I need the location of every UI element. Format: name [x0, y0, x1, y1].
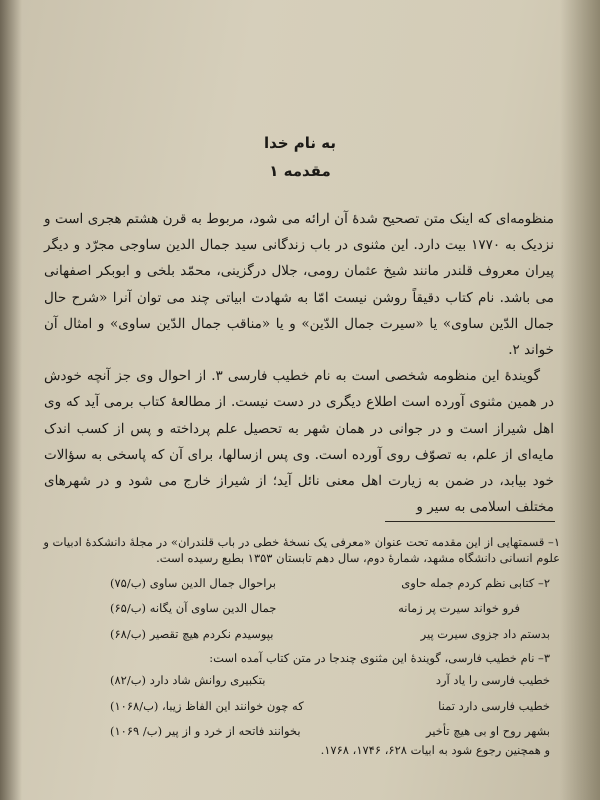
verse-left-hemistich: بخوانند فاتحه از خرد و از پیر (ب/ ۱۰۶۹) — [110, 724, 301, 738]
footnote-1: ۱– قسمتهایی از این مقدمه تحت عنوان «معرفی یک نسخهٔ خطی در باب قلندران» در مجلهٔ دانشکدهٔ ادبیات و علوم انسانی دانشگاه مشهد، شمارهٔ دوم، سال دهم تابستان ۱۳۵۳ بطبع رسیده است. — [43, 535, 560, 565]
page-title: مقدمه ۱ — [269, 162, 331, 180]
verse-right-hemistich: خطیب فارسی دارد تمنا — [438, 699, 550, 713]
paragraph-1: منظومه‌ای که اینک متن تصحیح شدهٔ آن ارائه می شود، مربوط به قرن هشتم هجری است و نزدیک به ۱۷۷۰ بیت دارد. این مثنوی در باب زندگانی سید جمال الدین ساوجی مجرّد و دیگر پیران معروف قلندر مانند شیخ عثمان رومی، جلال درگزینی، محمّد بلخی و ابوبکر اصفهانی می باشد. نام کتاب دقیقاً روشن نیست امّا به شهادت ابیاتی چند می توان آنرا «شرح حال جمال الدّین ساوی» یا «سیرت جمال الدّین» و یا «مناقب جمال الدّین ساوی» و امثال آن خواند ۲. — [44, 211, 554, 359]
verse-left-hemistich: جمال الدین ساوی آن یگانه (ب/۶۵) — [110, 601, 277, 615]
page-gutter-shadow — [0, 0, 22, 800]
verse-left-hemistich: که چون خوانند این الفاظ زیبا، (ب/۱۰۶۸) — [110, 699, 304, 713]
body-text — [44, 206, 554, 520]
verse-right-hemistich: بدستم داد جزوی سیرت پیر — [420, 627, 550, 641]
page-edge-shadow — [560, 0, 600, 800]
basmala-heading: به نام خدا — [263, 134, 337, 152]
footnote-3-tail: و همچنین رجوع شود به ابیات ۶۲۸، ۱۷۴۶، ۱۷۶۸. — [320, 743, 550, 757]
footnote-2-verse-3 — [110, 623, 550, 645]
verse-right-hemistich: خطیب فارسی را یاد آرد — [435, 673, 550, 687]
footnote-separator — [385, 521, 555, 522]
footnote-3-verse-2 — [110, 695, 550, 717]
footnote-3: ۳– نام خطیب فارسی، گویندهٔ این مثنوی چندجا در متن کتاب آمده است: — [209, 651, 550, 665]
footnote-2-verse-2 — [110, 597, 520, 619]
verse-right-hemistich: فرو خواند سیرت پر زمانه — [398, 601, 520, 615]
verse-left-hemistich: براحوال جمال الدین ساوی (ب/۷۵) — [110, 576, 277, 590]
footnote-2-verse-1 — [110, 572, 550, 594]
verse-left-hemistich: بپوسیدم نکردم هیچ تقصیر (ب/۶۸) — [110, 627, 274, 641]
footnote-3-verse-1 — [110, 669, 550, 691]
verse-right-hemistich: ۲– کتابی نظم کردم جمله حاوی — [401, 576, 550, 590]
footnote-3-verse-3 — [110, 720, 550, 742]
verse-left-hemistich: بتکبیری روانش شاد دارد (ب/۸۲) — [110, 673, 266, 687]
paragraph-2: گویندهٔ این منظومه شخصی است به نام خطیب فارسی ۳. از احوال وی جز آنچه خودش در همین مثنوی آورده است اطلاع دیگری در دست نیست. از مطالعهٔ کتاب برمی آید که وی اهل شیراز است و در جوانی در همان شهر به تحصیل علم پرداخته و پس از کسب اندک مایه‌ای از علم، به تصوّف روی آورده است. وی پس ازسالها، برای آن که پاسخی به سؤالات خود بیابد، در ضمن به زیارت اهل معنی نائل آید؛ از شیراز خارج می شود و در شهرهای مختلف اسلامی به سیر و — [44, 368, 554, 516]
verse-right-hemistich: بشهر روح او بی هیچ تأخیر — [425, 724, 550, 738]
